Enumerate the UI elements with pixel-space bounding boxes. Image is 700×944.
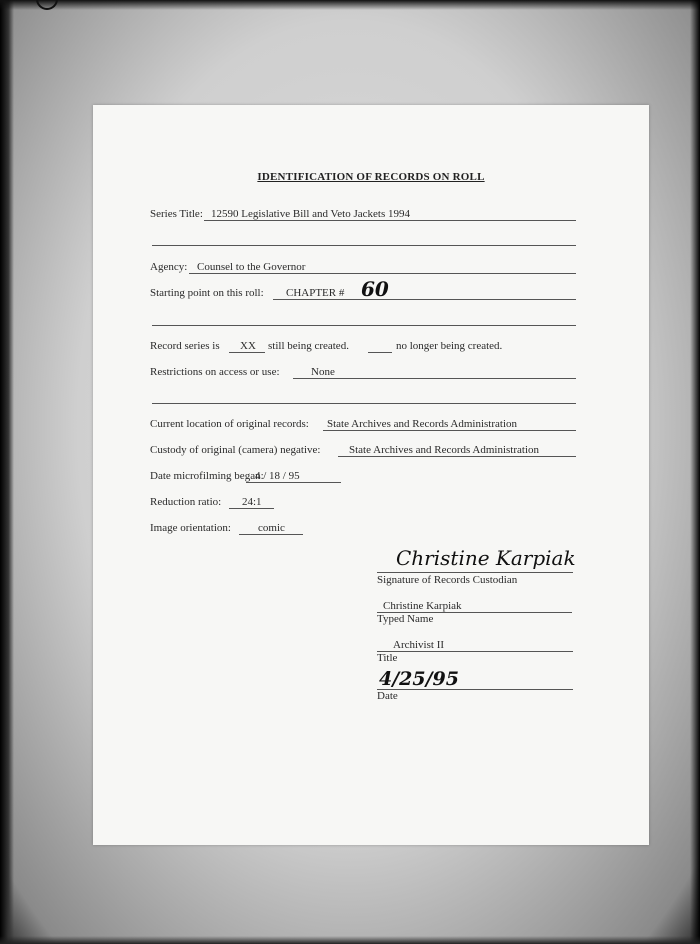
film-edge-bottom (0, 936, 700, 944)
form-sheet (93, 105, 649, 845)
series-title-value: 12590 Legislative Bill and Veto Jackets 1994 (211, 208, 410, 220)
agency-label: Agency: (150, 261, 188, 273)
agency-line (189, 273, 576, 274)
record-series-mark: XX (240, 340, 256, 352)
agency-value: Counsel to the Governor (197, 261, 306, 273)
series-title-line (204, 220, 576, 221)
starting-point-label: Starting point on this roll: (150, 287, 264, 299)
title-value: Archivist II (393, 639, 445, 651)
film-edge-left (0, 0, 14, 944)
record-series-still-line (229, 352, 265, 353)
typed-name-value: Christine Karpiak (383, 600, 462, 612)
starting-point-value: CHAPTER # (286, 287, 345, 299)
current-location-value: State Archives and Records Administration (327, 418, 518, 430)
custody-line (338, 456, 576, 457)
title-line (377, 651, 573, 652)
film-edge-right (690, 0, 700, 944)
series-title-line-2 (152, 245, 576, 246)
starting-point-handwritten: 60 (361, 277, 389, 301)
current-location-line (323, 430, 576, 431)
date-line (377, 689, 573, 690)
form-title: IDENTIFICATION OF RECORDS ON ROLL (257, 171, 485, 183)
date-handwritten: 4/25/95 (379, 668, 459, 690)
restrictions-value: None (311, 366, 335, 378)
restrictions-line (293, 378, 576, 379)
date-began-line (246, 482, 341, 483)
date-began-label: Date microfilming began: (150, 470, 264, 482)
reduction-line (229, 508, 274, 509)
no-longer-being-created-label: no longer being created. (396, 340, 503, 352)
typed-name-label: Typed Name (377, 613, 434, 625)
date-label: Date (377, 690, 398, 702)
orientation-line (239, 534, 303, 535)
restrictions-label: Restrictions on access or use: (150, 366, 280, 378)
starting-point-line-2 (152, 325, 576, 326)
current-location-label: Current location of original records: (150, 418, 309, 430)
record-series-label: Record series is (150, 340, 220, 352)
date-began-value: 4 / 18 / 95 (255, 470, 300, 482)
series-title-label: Series Title: (150, 208, 203, 220)
reduction-value: 24:1 (242, 496, 262, 508)
custody-label: Custody of original (camera) negative: (150, 444, 321, 456)
title-label: Title (377, 652, 398, 664)
restrictions-line-2 (152, 403, 576, 404)
orientation-value: comic (258, 522, 285, 534)
orientation-label: Image orientation: (150, 522, 231, 534)
film-edge-top (0, 0, 700, 10)
reduction-label: Reduction ratio: (150, 496, 222, 508)
signature-label: Signature of Records Custodian (377, 574, 518, 586)
signature-line (377, 572, 573, 573)
starting-point-line (273, 299, 576, 300)
still-being-created-label: still being created. (268, 340, 349, 352)
custody-value: State Archives and Records Administration (349, 444, 540, 456)
signature-handwritten: Christine Karpiak (396, 546, 576, 570)
no-longer-line (368, 352, 392, 353)
